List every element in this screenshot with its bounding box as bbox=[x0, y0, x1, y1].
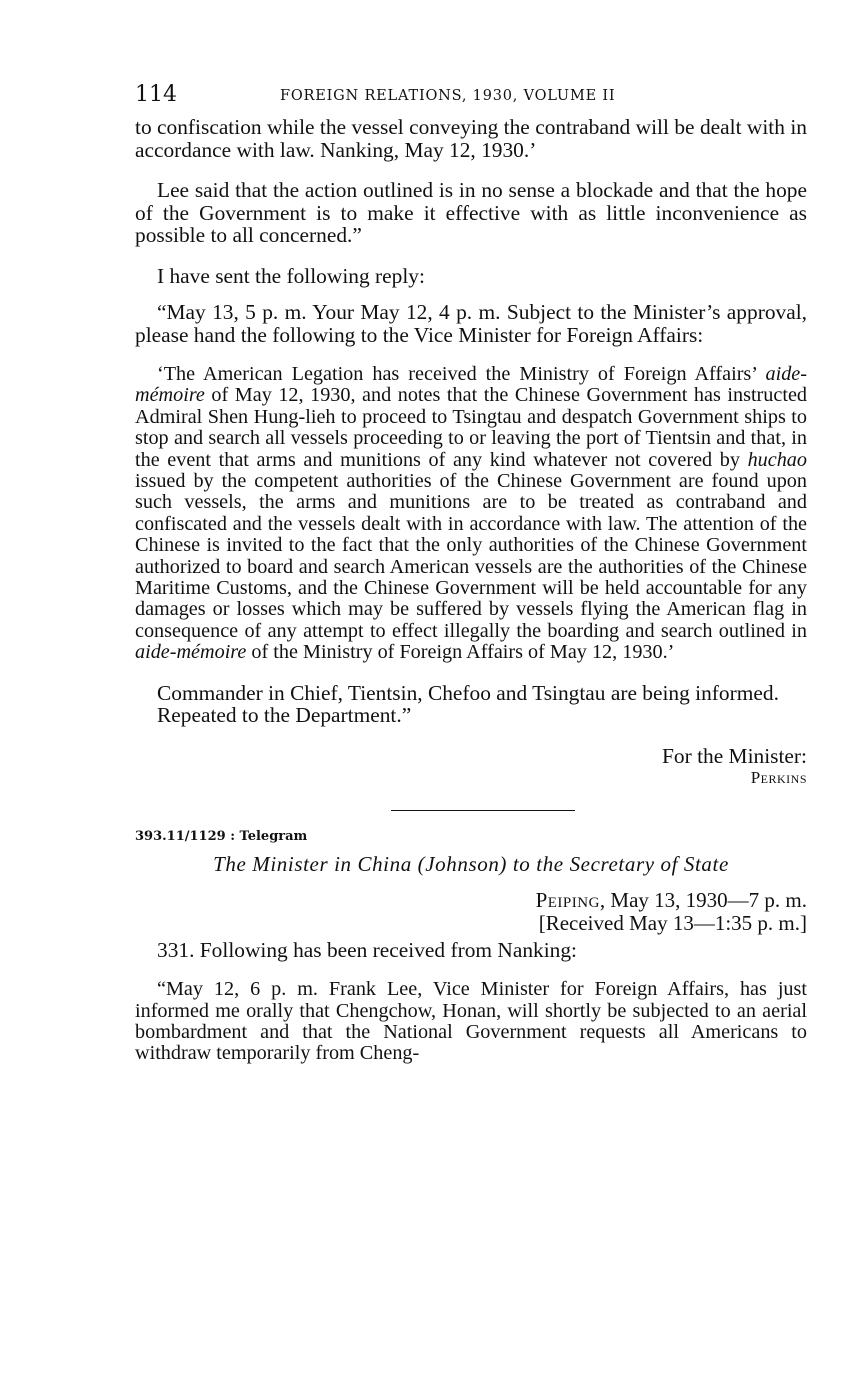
dateline-place: Peiping bbox=[535, 887, 600, 912]
note-italic-term: huchao bbox=[747, 448, 807, 471]
paragraph-commander: Commander in Chief, Tientsin, Chefoo and Tsingtau are being informed. bbox=[157, 680, 779, 705]
document-title: The Minister in China (Johnson) to the Secretary of State bbox=[213, 851, 729, 876]
note-italic-term: aide-mémoire bbox=[135, 641, 247, 664]
note-text: issued by the competent authorities of the Chinese Government are found upon such vessels, the arms and munitions are to be treated as contraband and confiscated and the vessels dealt with in accordance with law. The attention of the Chinese is invited to the fact that the only authorities of the Chinese Government authorized to board and search American vessels are the authorities of the Chinese Maritime Customs, and the Chinese Government will be held accountable for any damages or losses which may be suffered by vessels flying the American flag in consequence of any attempt to effect illegally the boarding and search outlined in bbox=[135, 470, 807, 642]
paragraph-legation-note bbox=[135, 364, 807, 664]
file-reference: 393.11/1129 : Telegram bbox=[135, 828, 308, 844]
note-text: of May 12, 1930, and notes that the Chinese Government has instructed Admiral Shen Hung-lieh to proceed to Tsingtau and despatch Government ships to stop and search all vessels proceeding to or leaving the port of Tientsin and that, in the event that arms and munitions of any kind whatever not covered by bbox=[135, 384, 807, 471]
note-text: of the Ministry of Foreign Affairs of May 12, 1930.’ bbox=[246, 641, 675, 664]
note-text: ‘The American Legation has received the Ministry of Foreign Affairs’ bbox=[157, 363, 766, 385]
page-header bbox=[135, 82, 807, 116]
dateline-date: , May 13, 1930—7 p. m. bbox=[599, 887, 807, 912]
document-page bbox=[135, 82, 807, 1065]
paragraph-continuation: to confiscation while the vessel conveying the contraband will be dealt with in accordance with law. Nanking, May 12, 1930.’ bbox=[135, 115, 807, 162]
received-line: [Received May 13—1:35 p. m.] bbox=[538, 910, 807, 935]
paragraph-telegram-body: “May 12, 6 p. m. Frank Lee, Vice Minister for Foreign Affairs, has just informed me orally that Chengchow, Honan, will shortly be subjected to an aerial bombardment and that the National Government requests all Americans to withdraw temporarily from Cheng- bbox=[135, 978, 807, 1065]
signature-line: For the Minister: bbox=[662, 743, 807, 768]
dateline bbox=[135, 889, 807, 935]
signature-name: Perkins bbox=[750, 768, 807, 788]
note-italic-term: aide-mémoire bbox=[135, 363, 807, 407]
paragraph-telegram-intro: 331. Following has been received from Nanking: bbox=[157, 937, 577, 962]
running-head: FOREIGN RELATIONS, 1930, VOLUME II bbox=[280, 88, 616, 104]
paragraph-lee-statement: Lee said that the action outlined is in no sense a blockade and that the hope of the Government is to make it effective with as little inconvenience as possible to all concerned.” bbox=[135, 178, 807, 247]
signature-block bbox=[135, 745, 807, 790]
section-divider bbox=[391, 810, 575, 811]
paragraph-reply: “May 13, 5 p. m. Your May 12, 4 p. m. Subject to the Minister’s approval, please hand the following to the Vice Minister for Foreign Affairs: bbox=[135, 300, 807, 347]
page-number: 114 bbox=[135, 82, 177, 107]
paragraph-repeated: Repeated to the Department.” bbox=[157, 703, 412, 728]
paragraph-reply-intro: I have sent the following reply: bbox=[157, 263, 425, 288]
